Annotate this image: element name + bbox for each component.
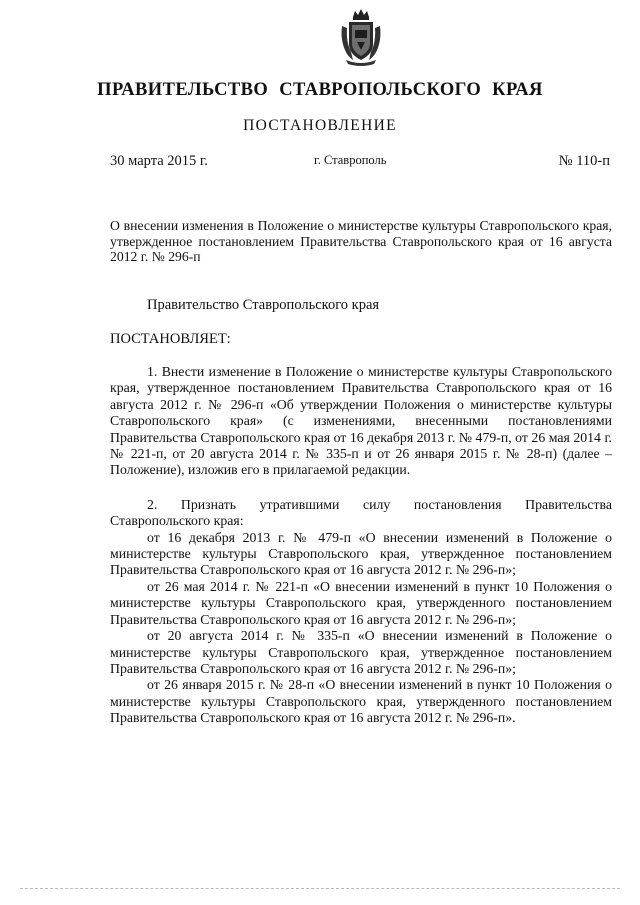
document-city: г. Ставрополь (314, 153, 387, 167)
repealed-item-2: от 26 мая 2014 г. № 221-п «О внесении изменений в пункт 10 Положения о министерстве культуры Ставропольского края, утвержденного постановлением Правительства Ставропольского края от 16 августа 2012 г. № 296-п»; (110, 578, 612, 627)
repealed-item-3: от 20 августа 2014 г. № 335-п «О внесении изменений в Положение о министерстве культуры Ставропольского края, утвержденное постановлением Правительства Ставропольского края от 16 августа 2012 г. № 296-п»; (110, 628, 612, 676)
document-subject: О внесении изменения в Положение о министерстве культуры Ставропольского края, утвержденное постановлением Правительства Ставропольского края от 16 августа 2012 г. № 296-п (110, 218, 612, 264)
resolves-line: ПОСТАНОВЛЯЕТ: (110, 331, 231, 347)
document-meta (110, 153, 610, 173)
paragraph-2: 2. Признать утратившими силу постановления Правительства Ставропольского края: (110, 496, 612, 529)
repealed-item-1: от 16 декабря 2013 г. № 479-п «О внесении изменений в Положение о министерстве культуры Ставропольского края, утвержденное постановлением Правительства Ставропольского края от 16 августа 2012 г. № 296-п»; (110, 529, 612, 578)
paragraph-1: 1. Внести изменение в Положение о министерстве культуры Ставропольского края, утвержденное постановлением Правительства Ставропольского края от 16 августа 2012 г. № 296-п «Об утверждении Положения о министерстве культуры Ставропольского края» (с изменениями, внесенными постановлениями Правительства Ставропольского края от 16 декабря 2013 г. № 479-п, от 26 мая 2014 г. № 221-п, от 20 августа 2014 г. № 335-п и от 26 января 2015 г. № 28-п) (далее – Положение), изложив его в прилагаемой редакции. (110, 364, 612, 478)
repealed-item-4: от 26 января 2015 г. № 28-п «О внесении изменений в пункт 10 Положения о министерстве культуры Ставропольского края, утвержденного постановлением Правительства Ставропольского края от 16 августа 2012 г. № 296-п». (110, 677, 612, 726)
document-date: 30 марта 2015 г. (110, 153, 208, 169)
stavropol-coat-of-arms-icon (338, 8, 384, 66)
government-title: ПРАВИТЕЛЬСТВО СТАВРОПОЛЬСКОГО КРАЯ (97, 80, 543, 100)
document-number: № 110-п (558, 153, 610, 169)
scan-edge-dots (20, 888, 620, 891)
document-body (110, 364, 612, 727)
document-type: ПОСТАНОВЛЕНИЕ (243, 117, 397, 134)
issuer-line: Правительство Ставропольского края (147, 297, 380, 313)
